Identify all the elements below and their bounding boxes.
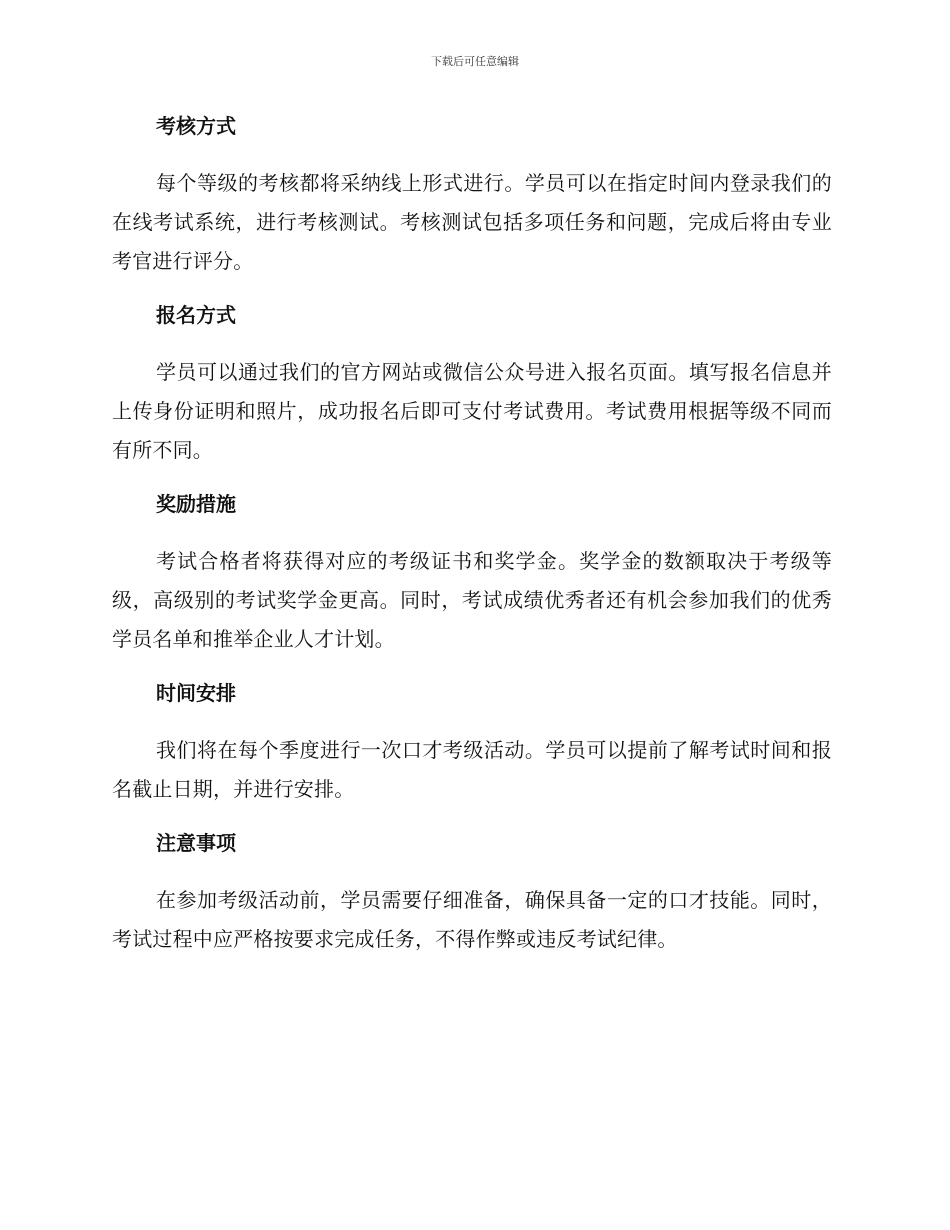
section-paragraph: 每个等级的考核都将采纳线上形式进行。学员可以在指定时间内登录我们的在线考试系统，进行考核测试。考核测试包括多项任务和问题，完成后将由专业考官进行评分。 bbox=[112, 171, 832, 273]
page-header: 下载后可任意编辑 bbox=[431, 55, 519, 68]
section-paragraph: 我们将在每个季度进行一次口才考级活动。学员可以提前了解考试时间和报名截止日期，并进行安排。 bbox=[112, 738, 832, 801]
section-title: 注意事项 bbox=[156, 831, 236, 855]
section-title: 时间安排 bbox=[156, 681, 236, 705]
section-rewards bbox=[112, 487, 832, 659]
section-paragraph: 学员可以通过我们的官方网站或微信公众号进入报名页面。填写报名信息并上传身份证明和照片，成功报名后即可支付考试费用。考试费用根据等级不同而有所不同。 bbox=[112, 360, 832, 462]
section-title: 报名方式 bbox=[156, 303, 236, 327]
section-notes bbox=[112, 826, 832, 959]
section-registration-method bbox=[112, 298, 832, 470]
section-schedule bbox=[112, 676, 832, 809]
section-paragraph: 在参加考级活动前，学员需要仔细准备，确保具备一定的口才技能。同时，考试过程中应严格按要求完成任务，不得作弊或违反考试纪律。 bbox=[112, 888, 832, 951]
section-title: 奖励措施 bbox=[156, 492, 236, 516]
section-paragraph: 考试合格者将获得对应的考级证书和奖学金。奖学金的数额取决于考级等级，高级别的考试奖学金更高。同时，考试成绩优秀者还有机会参加我们的优秀学员名单和推举企业人才计划。 bbox=[112, 549, 832, 651]
document-body bbox=[112, 109, 832, 976]
section-title: 考核方式 bbox=[156, 114, 236, 138]
section-assessment-method bbox=[112, 109, 832, 281]
